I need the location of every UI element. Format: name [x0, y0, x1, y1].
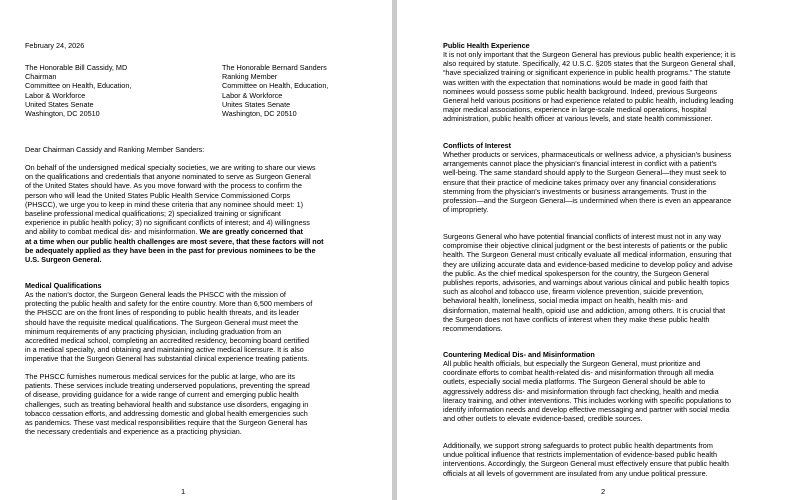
text-line: in a medical specialty, and obtaining and maintaining active medical licensure. It is also [25, 345, 304, 355]
section-heading-conflicts-of-interest: Conflicts of Interest [443, 141, 512, 150]
text-line: protecting the public health and safety for the entire country. More than 6,500 members of [25, 299, 313, 309]
addressee-right [222, 63, 328, 118]
text-line: Unites States Senate [222, 99, 291, 109]
text-line: recommendations. [443, 323, 503, 333]
text-line: undue political influence that restricts implementation of evidence-based public health [443, 450, 718, 460]
text-line: the necessary credentials and experience as a practicing physician. [25, 427, 242, 437]
text-line: (PHSCC), we urge you to keep in mind these criteria that any nominee should meet: 1) [25, 199, 304, 209]
text-line: the PHSCC are on the front lines of responding to public health threats, and its leader [25, 308, 300, 318]
text-line: baseline professional medical qualifications; 2) specialized training or significant [25, 208, 281, 218]
page-number-2: 2 [601, 487, 606, 496]
text-line: General held various positions or had experience related to public health, including leading [443, 95, 734, 105]
conflicts-of-interest-paragraph-1 [443, 150, 731, 214]
text-line: be adequately applied as they have been in the past for previous nominees to be the [25, 245, 316, 255]
text-line: compromise their objective clinical judgment or the best interests of patients or the public [443, 241, 728, 251]
public-health-experience-paragraph [443, 50, 736, 124]
text-line: nominees would possess some public health background. Indeed, previous Surgeons [443, 86, 718, 96]
page-number-1: 1 [181, 487, 186, 496]
text-line: “have specialized training or significant experience in public health programs.” The statute [443, 68, 731, 78]
countering-misinformation-paragraph-1 [443, 359, 731, 423]
text-line: experience in public health policy; 3) no significant conflicts of interest; and 4) willingness [25, 218, 310, 228]
text-line: literacy training, and other interventions. This includes working with specific populations to [443, 395, 732, 405]
text-line: United States Senate [25, 99, 94, 109]
text-line: Washington, DC 20510 [25, 108, 100, 118]
medical-qualifications-paragraph-2 [25, 372, 310, 436]
text-line: Committee on Health, Education, [222, 81, 329, 91]
text-line: imperative that the Surgeon General has substantial clinical experience treating patients. [25, 354, 310, 364]
text-line: Labor & Workforce [25, 90, 86, 100]
section-heading-medical-qualifications: Medical Qualifications [25, 281, 102, 290]
document-page-2 [397, 0, 788, 500]
intro-mixed-line [25, 227, 324, 236]
text-line: challenges, such as treating behavioral health and substance use disorders, engaging in [25, 399, 309, 409]
text-line: U.S. Surgeon General. [25, 254, 102, 264]
text-line: The Honorable Bill Cassidy, MD [25, 63, 128, 72]
text-line: Surgeons General who have potential financial conflicts of interest must not in any way [443, 232, 722, 241]
text-line: The PHSCC furnishes numerous medical services for the public at large, who are its [25, 372, 295, 381]
text-line: should have the requisite medical qualifications. The Surgeon General must meet the [25, 317, 299, 327]
text-line: minimum requirements of any practicing physician, including graduation from an [25, 326, 282, 336]
text-line: arrangements cannot place the physician's financial interest in conflict with a patient's [443, 159, 717, 169]
text-line: person who will lead the United States Public Health Service Commissioned Corps [25, 190, 291, 200]
text-line: As the nation's doctor, the Surgeon General leads the PHSCC with the mission of [25, 290, 286, 299]
intro-bold-lines [25, 237, 324, 265]
text-line: administration, public health officer at various levels, and state health commissioner. [443, 114, 713, 124]
text-line: All public health officials, but especially the Surgeon General, must prioritize and [443, 359, 701, 368]
text-line: coordinate efforts to combat health-related dis- and misinformation through all media [443, 368, 714, 378]
addressee-left [25, 63, 131, 118]
text-line: was written with the expectation that nominations would be made in good faith that [443, 77, 708, 87]
text-line: Washington, DC 20510 [222, 108, 297, 118]
text-line: Labor & Workforce [222, 90, 283, 100]
text-line: also required by statute. Specifically, 42 U.S.C. §205 states that the Surgeon General shall, [443, 59, 736, 69]
intro-mixed-bold: We are greatly concerned that [199, 227, 303, 237]
text-line: tobacco cessation efforts, and addressing domestic and global health emergencies such [25, 408, 308, 418]
text-line: interventions. Accordingly, the Surgeon General must effectively ensure that public health [443, 459, 729, 469]
text-line: publishes reports, advisories, and warnings about various clinical and public health topics [443, 277, 730, 287]
salutation: Dear Chairman Cassidy and Ranking Member Sanders: [25, 145, 205, 154]
text-line: officials at all levels of government are insulated from any undue political pressure. [443, 468, 708, 478]
text-line: as pandemics. These vast medical responsibilities require that the Surgeon General has [25, 417, 308, 427]
text-line: major medical associations, experience in large-scale medical operations, hospital [443, 105, 707, 115]
text-line: Ranking Member [222, 72, 278, 82]
text-line: profession—and the Surgeon General—is undermined when there is even an appearance [443, 195, 732, 205]
text-line: disinformation, maternal health, opioid use and addiction, among others. It is crucial that [443, 305, 726, 315]
text-line: of impropriety. [443, 205, 489, 215]
countering-misinformation-paragraph-2 [443, 441, 729, 478]
section-heading-public-health-experience: Public Health Experience [443, 41, 530, 50]
text-line: The Honorable Bernard Sanders [222, 63, 327, 72]
medical-qualifications-paragraph-1 [25, 290, 312, 364]
text-line: stemming from the physician's investments or business arrangements. Trust in the [443, 186, 707, 196]
intro-lines [25, 163, 324, 227]
text-line: and other outlets to elevate evidence-based, credible sources. [443, 414, 643, 424]
conflicts-of-interest-paragraph-2 [443, 232, 733, 333]
text-line: behavioral health, loneliness, social media impact on health, health mis- and [443, 296, 688, 306]
text-line: they are utilizing accurate data and evidence-based medicine to develop policy and advise [443, 259, 733, 269]
text-line: Additionally, we support strong safeguards to protect public health departments from [443, 441, 713, 450]
intro-mixed-prefix: and ability to combat medical dis- and misinformation. [25, 227, 200, 237]
section-heading-countering-misinformation: Countering Medical Dis- and Misinformation [443, 350, 595, 359]
text-line: Chairman [25, 72, 57, 82]
text-line: outlets, especially social media platforms. The Surgeon General should be able to [443, 377, 706, 387]
intro-paragraph [25, 163, 324, 264]
text-line: patients. These services include treating underserved populations, preventing the spread [25, 381, 310, 391]
text-line: such as alcohol and tobacco use, firearm violence prevention, suicide prevention, [443, 287, 704, 297]
text-line: the public. As the chief medical spokesperson for the country, the Surgeon General [443, 268, 709, 278]
text-line: It is not only important that the Surgeon General has previous public health experience; it is [443, 50, 736, 59]
text-line: the Surgeon does not have conflicts of interest when they make these public health [443, 314, 710, 324]
text-line: ensure that their practice of medicine takes primacy over any financial considerations [443, 177, 716, 187]
letter-date: February 24, 2026 [25, 41, 85, 50]
text-line: of the United States should have. As you move forward with the process to confirm the [25, 181, 302, 191]
text-line: identify information needs and develop effective messaging and partner with social media [443, 404, 730, 414]
text-line: well-being. The same standard should apply to the Surgeon General—they must seek to [443, 168, 727, 178]
text-line: health. The Surgeon General must critically evaluate all medical information, ensuring that [443, 250, 732, 260]
text-line: accredited medical school, completing an accredited residency, becoming board certified [25, 335, 309, 345]
text-line: at a time when our public health challenges are most severe, that these factors will not [25, 236, 324, 246]
document-page-1 [0, 0, 392, 500]
text-line: Whether products or services, pharmaceuticals or wellness advice, a physician's business [443, 150, 732, 159]
text-line: on the qualifications and credentials that anyone nominated to serve as Surgeon General [25, 172, 311, 182]
text-line: aggressively address dis- and misinformation through fact checking, health and media [443, 386, 719, 396]
text-line: of disease, providing guidance for a wide range of current and emerging public health [25, 390, 299, 400]
text-line: Committee on Health, Education, [25, 81, 132, 91]
text-line: On behalf of the undersigned medical specialty societies, we are writing to share our views [25, 163, 316, 172]
